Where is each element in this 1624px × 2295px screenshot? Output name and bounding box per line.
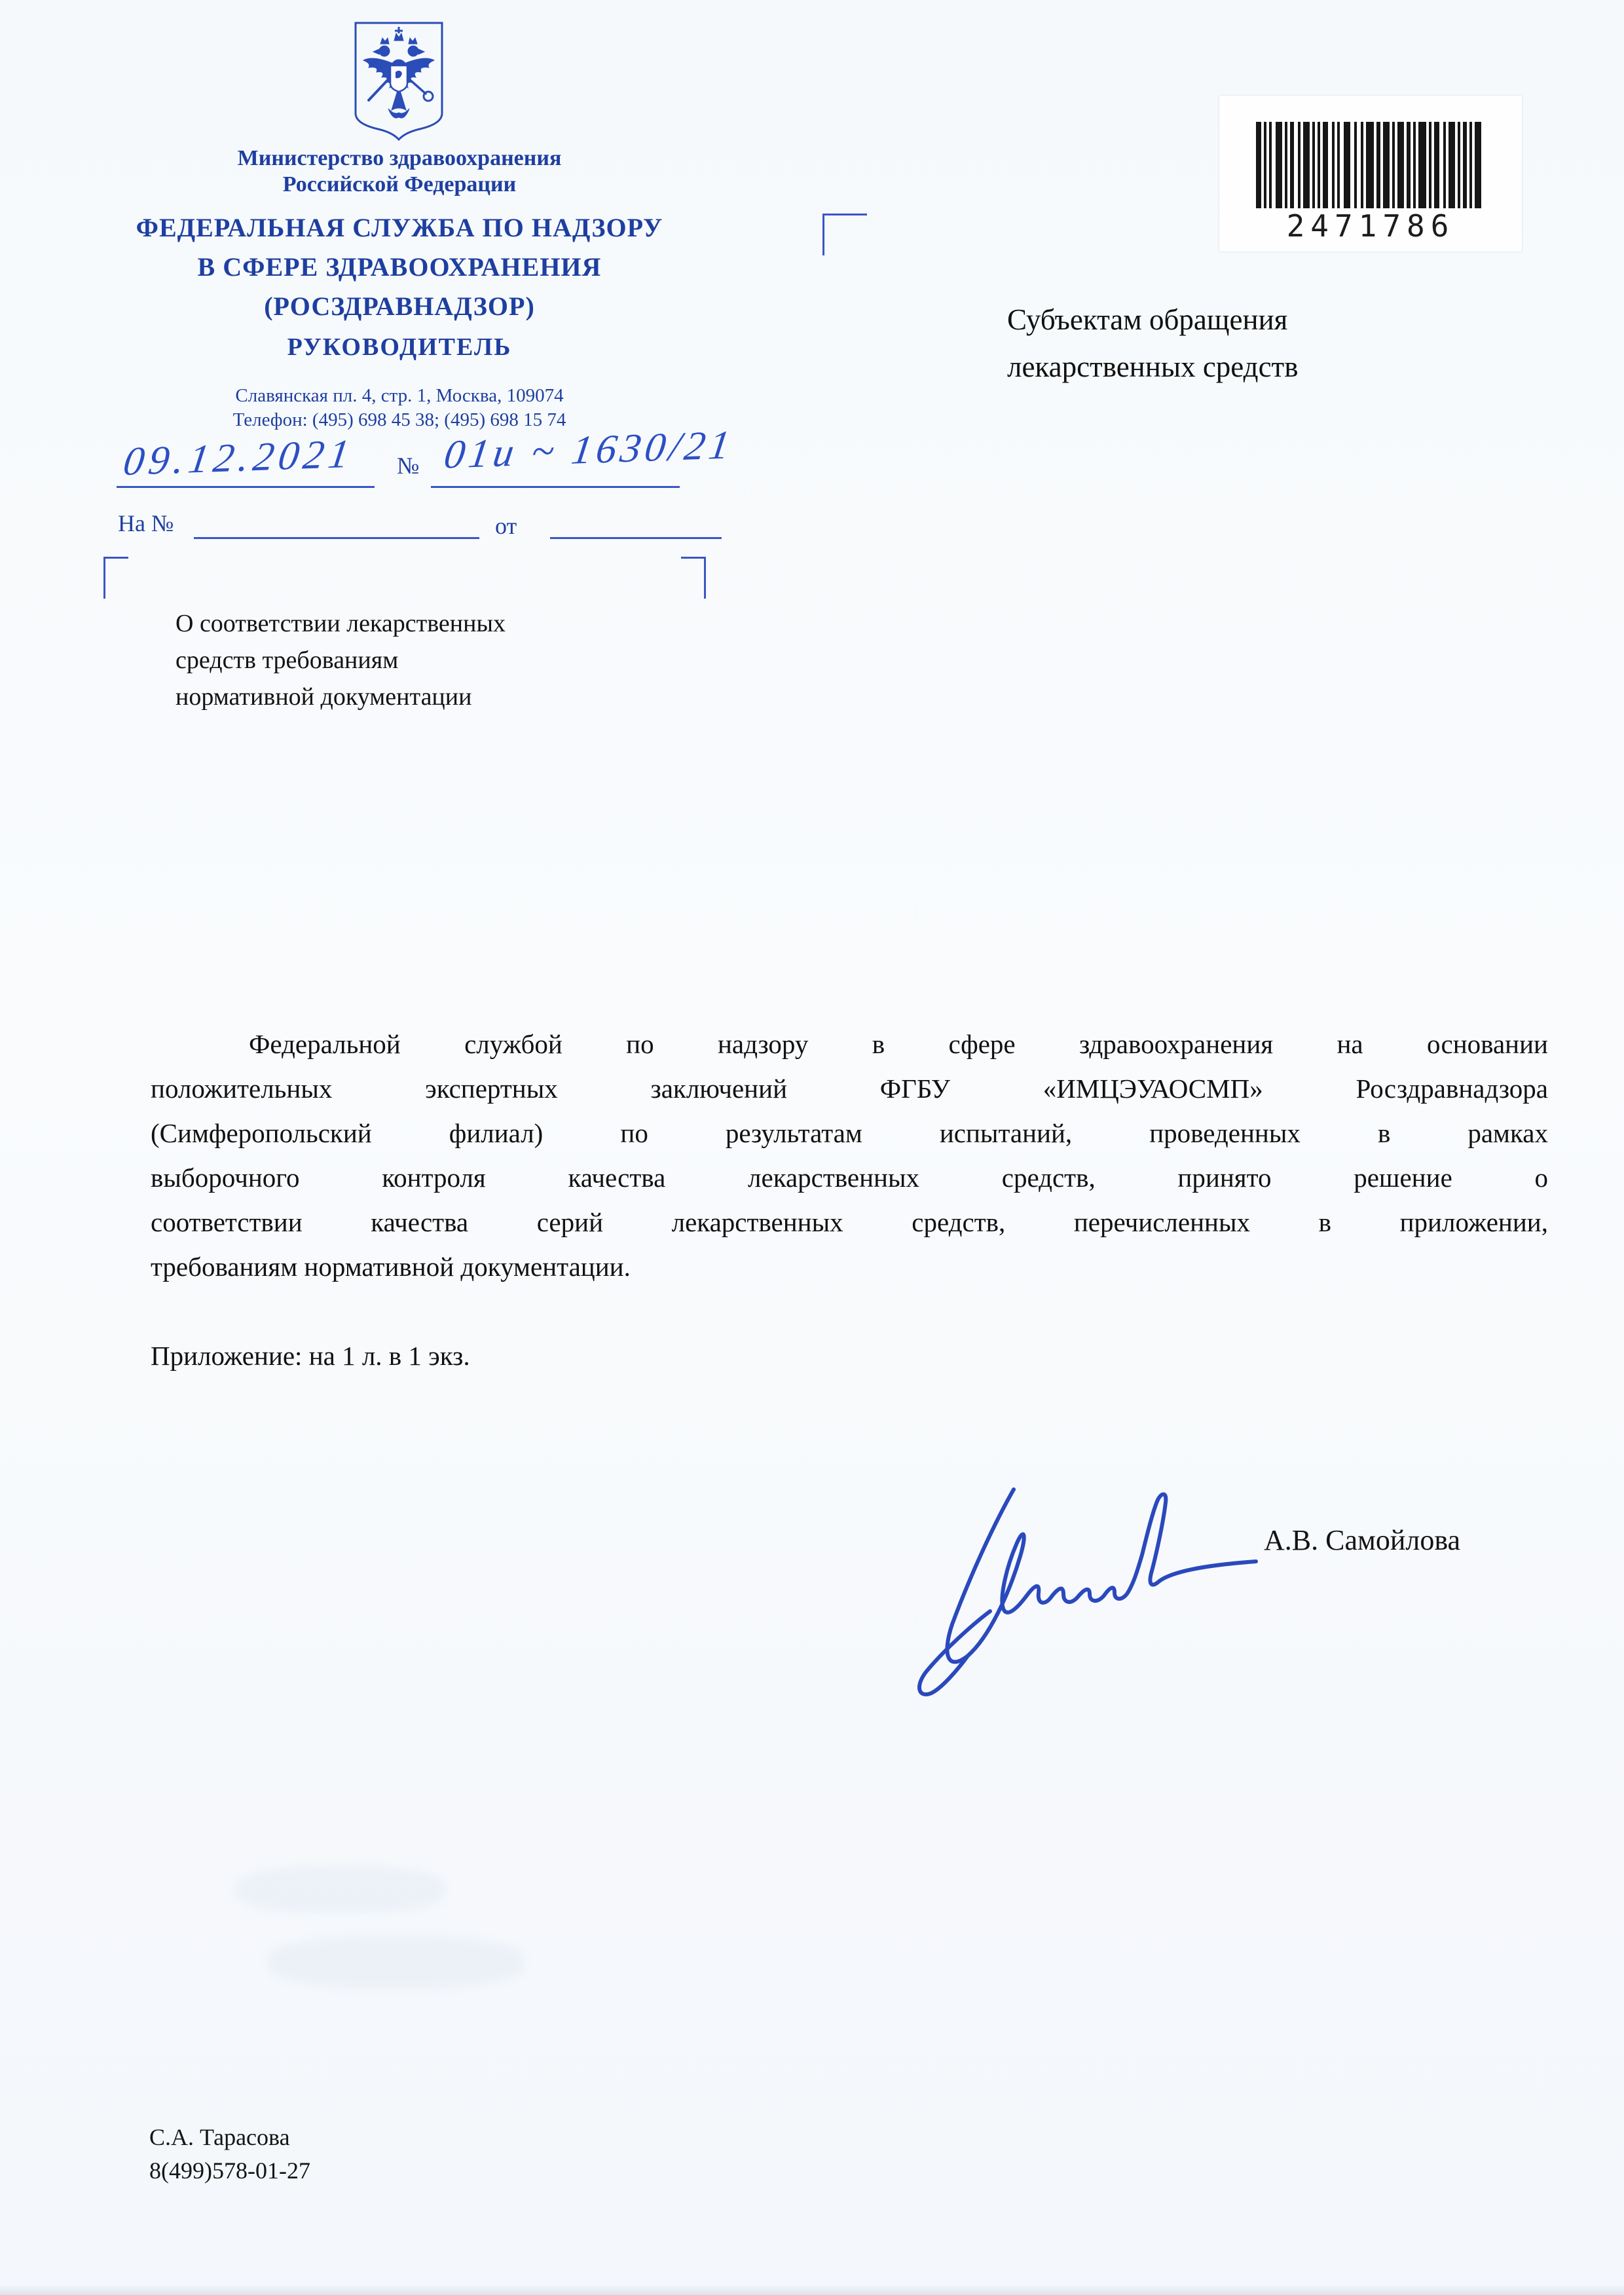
barcode-bars-icon bbox=[1256, 122, 1485, 208]
bleedthrough-smudge bbox=[236, 1867, 445, 1912]
outgoing-number-handwritten: 01и ~ 1630/21 bbox=[441, 422, 737, 477]
addressee-corner-mark bbox=[822, 214, 867, 255]
ministry-name bbox=[72, 145, 727, 198]
outgoing-date-handwritten: 09.12.2021 bbox=[120, 431, 357, 485]
service-name-line2: В СФЕРЕ ЗДРАВООХРАНЕНИЯ bbox=[197, 252, 602, 282]
executor-block bbox=[149, 2121, 310, 2188]
body-line: выборочного контроля качества лекарственных средств, принято решение о bbox=[151, 1163, 1548, 1193]
coat-of-arms-icon bbox=[346, 17, 452, 143]
addressee-block bbox=[1007, 296, 1298, 390]
subject-line2: средств требованиям bbox=[175, 646, 399, 674]
executor-name: С.А. Тарасова bbox=[149, 2124, 290, 2150]
signature-autograph bbox=[909, 1427, 1276, 1715]
registration-barcode bbox=[1219, 96, 1522, 252]
subject-line1: О соответствии лекарственных bbox=[175, 610, 506, 637]
ministry-name-line2: Российской Федерации bbox=[282, 172, 517, 196]
barcode-number: 2471786 bbox=[1286, 208, 1455, 244]
right-corner-mark bbox=[681, 557, 706, 599]
service-name-line1: ФЕДЕРАЛЬНАЯ СЛУЖБА ПО НАДЗОРУ bbox=[136, 213, 663, 242]
body-line: (Симферопольский филиал) по результатам испытаний, проведенных в рамках bbox=[151, 1118, 1548, 1148]
left-corner-mark bbox=[103, 557, 128, 599]
scan-edge-shadow bbox=[0, 2285, 1624, 2295]
subject-block bbox=[175, 605, 506, 715]
number-sign-label: № bbox=[397, 453, 420, 479]
service-name bbox=[72, 208, 727, 326]
address-line: Славянская пл. 4, стр. 1, Москва, 109074 bbox=[235, 385, 564, 406]
body-line: Федеральной службой по надзору в сфере здравоохранения на основании bbox=[249, 1029, 1548, 1059]
service-name-line3: (РОСЗДРАВНАДЗОР) bbox=[264, 291, 535, 321]
phone-line: Телефон: (495) 698 45 38; (495) 698 15 74 bbox=[232, 409, 566, 430]
reply-number-label: На № bbox=[118, 510, 174, 536]
body-line: положительных экспертных заключений ФГБУ «ИМЦЭУАОСМП» Росздравнадзора bbox=[151, 1073, 1548, 1104]
bleedthrough-smudge bbox=[268, 1936, 524, 1988]
body-line: соответствии качества серий лекарственных средств, перечисленных в приложении, bbox=[151, 1207, 1548, 1237]
body-paragraph bbox=[151, 1022, 1548, 1289]
date-underline bbox=[117, 486, 375, 488]
addressee-line1: Субъектам обращения bbox=[1007, 303, 1288, 336]
reply-from-label: от bbox=[495, 513, 517, 539]
ministry-name-line1: Министерство здравоохранения bbox=[237, 146, 562, 170]
signatory-name: А.В. Самойлова bbox=[1264, 1524, 1461, 1556]
position-title: РУКОВОДИТЕЛЬ bbox=[287, 333, 512, 361]
subject-line3: нормативной документации bbox=[175, 683, 472, 711]
executor-phone: 8(499)578-01-27 bbox=[149, 2157, 310, 2184]
attachment-line: Приложение: на 1 л. в 1 экз. bbox=[151, 1341, 470, 1371]
addressee-line2: лекарственных средств bbox=[1007, 350, 1299, 383]
number-underline bbox=[431, 486, 680, 488]
reply-from-underline bbox=[550, 537, 722, 539]
body-line: требованиям нормативной документации. bbox=[151, 1252, 631, 1282]
reply-number-underline bbox=[194, 537, 479, 539]
